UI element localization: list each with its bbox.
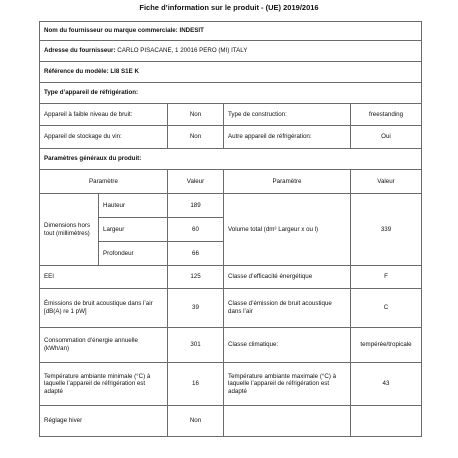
low-noise-value: Non	[168, 104, 224, 126]
header-valeur: Valeur	[168, 170, 224, 194]
height-label: Hauteur	[99, 194, 168, 218]
depth-label: Profondeur	[99, 242, 168, 266]
param-row	[40, 406, 422, 437]
supplier-address-row	[40, 41, 422, 62]
param-row	[40, 266, 422, 289]
product-info-table	[39, 21, 422, 437]
wine-storage-value: Non	[168, 126, 224, 149]
supplier-name-label: Nom du fournisseur ou marque commerciale:	[44, 27, 178, 35]
width-value: 60	[168, 218, 224, 242]
construction-type-value: freestanding	[351, 104, 422, 126]
general-params-heading: Paramètres généraux du produit:	[40, 149, 422, 170]
energy-consumption-value: 301	[168, 328, 224, 363]
winter-setting-value: Non	[168, 406, 224, 437]
other-refrigeration-label: Autre appareil de réfrigération:	[224, 126, 351, 149]
max-temp-value: 43	[351, 363, 422, 406]
noise-class-value: C	[351, 289, 422, 328]
height-value: 189	[168, 194, 224, 218]
eei-value: 125	[168, 266, 224, 289]
appliance-type-heading-row	[40, 83, 422, 104]
total-volume-value: 339	[351, 194, 422, 266]
noise-emission-label: Émissions de bruit acoustique dans l’air [dB(A) re 1 pW]	[40, 289, 168, 328]
wine-storage-label: Appareil de stockage du vin:	[40, 126, 168, 149]
noise-emission-value: 39	[168, 289, 224, 328]
min-temp-label: Température ambiante minimale (°C) à laquelle l’appareil de réfrigération est adapté	[40, 363, 168, 406]
supplier-name-value: INDESIT	[179, 27, 204, 35]
winter-setting-label: Réglage hiver	[40, 406, 168, 437]
construction-type-label: Type de construction:	[224, 104, 351, 126]
model-reference-value: LI8 S1E K	[110, 68, 139, 76]
climate-class-value: tempérée/tropicale	[351, 328, 422, 363]
params-header-row	[40, 170, 422, 194]
climate-class-label: Classe climatique:	[224, 328, 351, 363]
header-parametre: Paramètre	[40, 170, 168, 194]
dimensions-label: Dimensions hors tout (millimètres)	[40, 194, 99, 266]
type-row	[40, 104, 422, 126]
supplier-address-value: CARLO PISACANE, 1 20016 PERO (MI) ITALY	[117, 47, 248, 55]
param-row	[40, 363, 422, 406]
model-reference-row	[40, 62, 422, 83]
supplier-name-row	[40, 22, 422, 41]
general-params-heading-row	[40, 149, 422, 170]
param-row	[40, 289, 422, 328]
type-row	[40, 126, 422, 149]
energy-class-value: F	[351, 266, 422, 289]
document-title: Fiche d’information sur le produit - (UE) 2019/2016	[139, 3, 319, 12]
appliance-type-heading: Type d’appareil de réfrigération:	[40, 83, 422, 104]
eei-label: EEI	[40, 266, 168, 289]
empty-cell	[224, 406, 351, 437]
low-noise-label: Appareil à faible niveau de bruit:	[40, 104, 168, 126]
depth-value: 66	[168, 242, 224, 266]
noise-class-label: Classe d’émission de bruit acoustique dans l’air	[224, 289, 351, 328]
param-row	[40, 328, 422, 363]
total-volume-label: Volume total (dm³ Largeur x ou l)	[224, 194, 351, 266]
max-temp-label: Température ambiante maximale (°C) à laquelle l’appareil de réfrigération est adapté	[224, 363, 351, 406]
other-refrigeration-value: Oui	[351, 126, 422, 149]
product-info-sheet	[39, 21, 421, 437]
supplier-address-label: Adresse du fournisseur:	[44, 47, 116, 55]
header-parametre-2: Paramètre	[224, 170, 351, 194]
dimension-row	[40, 194, 422, 218]
min-temp-value: 16	[168, 363, 224, 406]
header-valeur-2: Valeur	[351, 170, 422, 194]
energy-class-label: Classe d’efficacité énergétique	[224, 266, 351, 289]
empty-cell	[351, 406, 422, 437]
energy-consumption-label: Consommation d’énergie annuelle (kWh/an)	[40, 328, 168, 363]
width-label: Largeur	[99, 218, 168, 242]
model-reference-label: Référence du modèle:	[44, 68, 109, 76]
